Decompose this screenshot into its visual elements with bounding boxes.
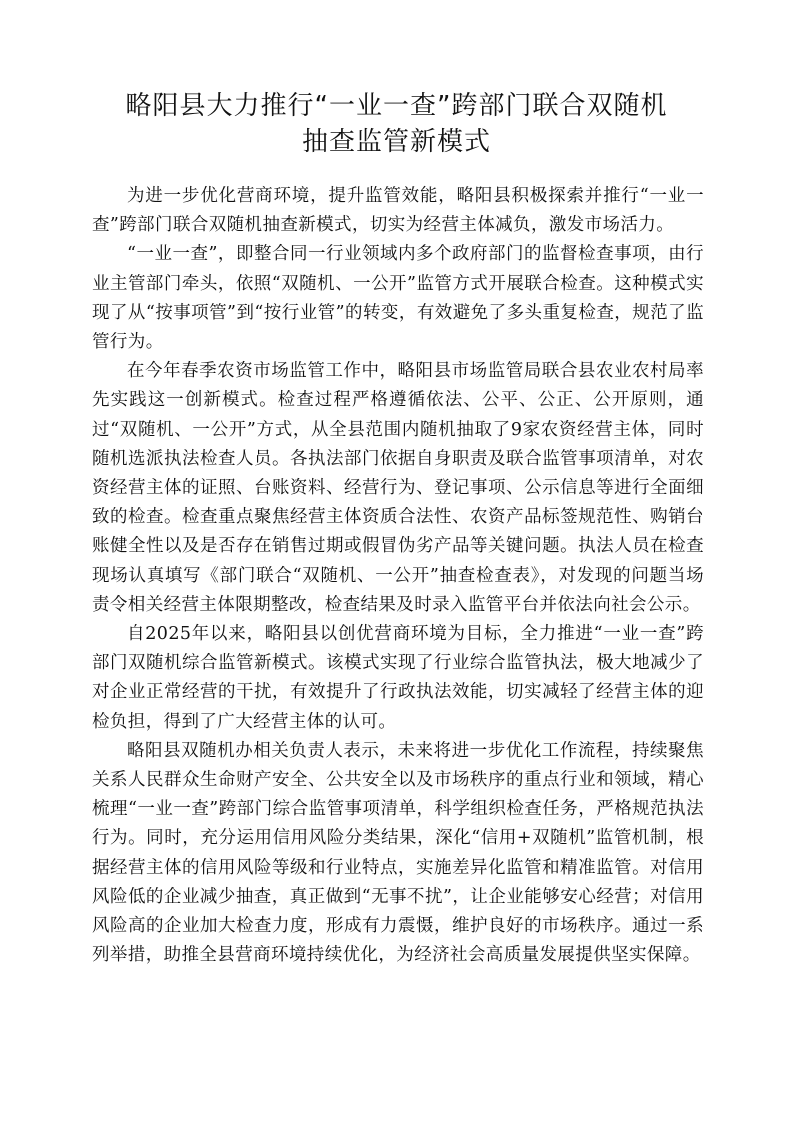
document-body — [92, 182, 704, 970]
paragraph-intro: 为进一步优化营商环境，提升监管效能，略阳县积极探索并推行“一业一查”跨部门联合双随机抽查新模式，切实为经营主体减负，激发市场活力。 — [92, 186, 704, 236]
paragraph-definition: “一业一查”，即整合同一行业领域内多个政府部门的监督检查事项，由行业主管部门牵头，依照“双随机、一公开”监管方式开展联合检查。这种模式实现了从“按事项管”到“按行业管”的转变，有效避免了多头重复检查，规范了监管行为。 — [92, 244, 704, 353]
document-title — [70, 88, 723, 160]
paragraph-outlook: 略阳县双随机办相关负责人表示，未来将进一步优化工作流程，持续聚焦关系人民群众生命财产安全、公共安全以及市场秩序的重点行业和领域，精心梳理“一业一查”跨部门综合监管事项清单，科学组织检查任务，严格规范执法行为。同时，充分运用信用风险分类结果，深化“信用+双随机”监管机制，根据经营主体的信用风险等级和行业特点，实施差异化监管和精准监管。对信用风险低的企业减少抽查，真正做到“无事不扰”，让企业能够安心经营；对信用风险高的企业加大检查力度，形成有力震慑，维护良好的市场秩序。通过一系列举措，助推全县营商环境持续优化，为经济社会高质量发展提供坚实保障。 — [92, 740, 704, 966]
title-line-1: 略阳县大力推行“一业一查”跨部门联合双随机 — [125, 91, 668, 121]
paragraph-results: 自2025年以来，略阳县以创优营商环境为目标，全力推进“一业一查”跨部门双随机综合监管新模式。该模式实现了行业综合监管执法，极大地减少了对企业正常经营的干扰，有效提升了行政执法效能，切实减轻了经营主体的迎检负担，得到了广大经营主体的认可。 — [92, 624, 704, 732]
paragraph-practice: 在今年春季农资市场监管工作中，略阳县市场监管局联合县农业农村局率先实践这一创新模式。检查过程严格遵循依法、公平、公正、公开原则，通过“双随机、一公开”方式，从全县范围内随机抽取了9家农资经营主体，同时随机选派执法检查人员。各执法部门依据自身职责及联合监管事项清单，对农资经营主体的证照、台账资料、经营行为、登记事项、公示信息等进行全面细致的检查。检查重点聚焦经营主体资质合法性、农资产品标签规范性、购销台账健全性以及是否存在销售过期或假冒伪劣产品等关键问题。执法人员在检查现场认真填写《部门联合“双随机、一公开”抽查检查表》，对发现的问题当场责令相关经营主体限期整改，检查结果及时录入监管平台并依法向社会公示。 — [92, 361, 704, 615]
title-line-2: 抽查监管新模式 — [301, 127, 491, 157]
